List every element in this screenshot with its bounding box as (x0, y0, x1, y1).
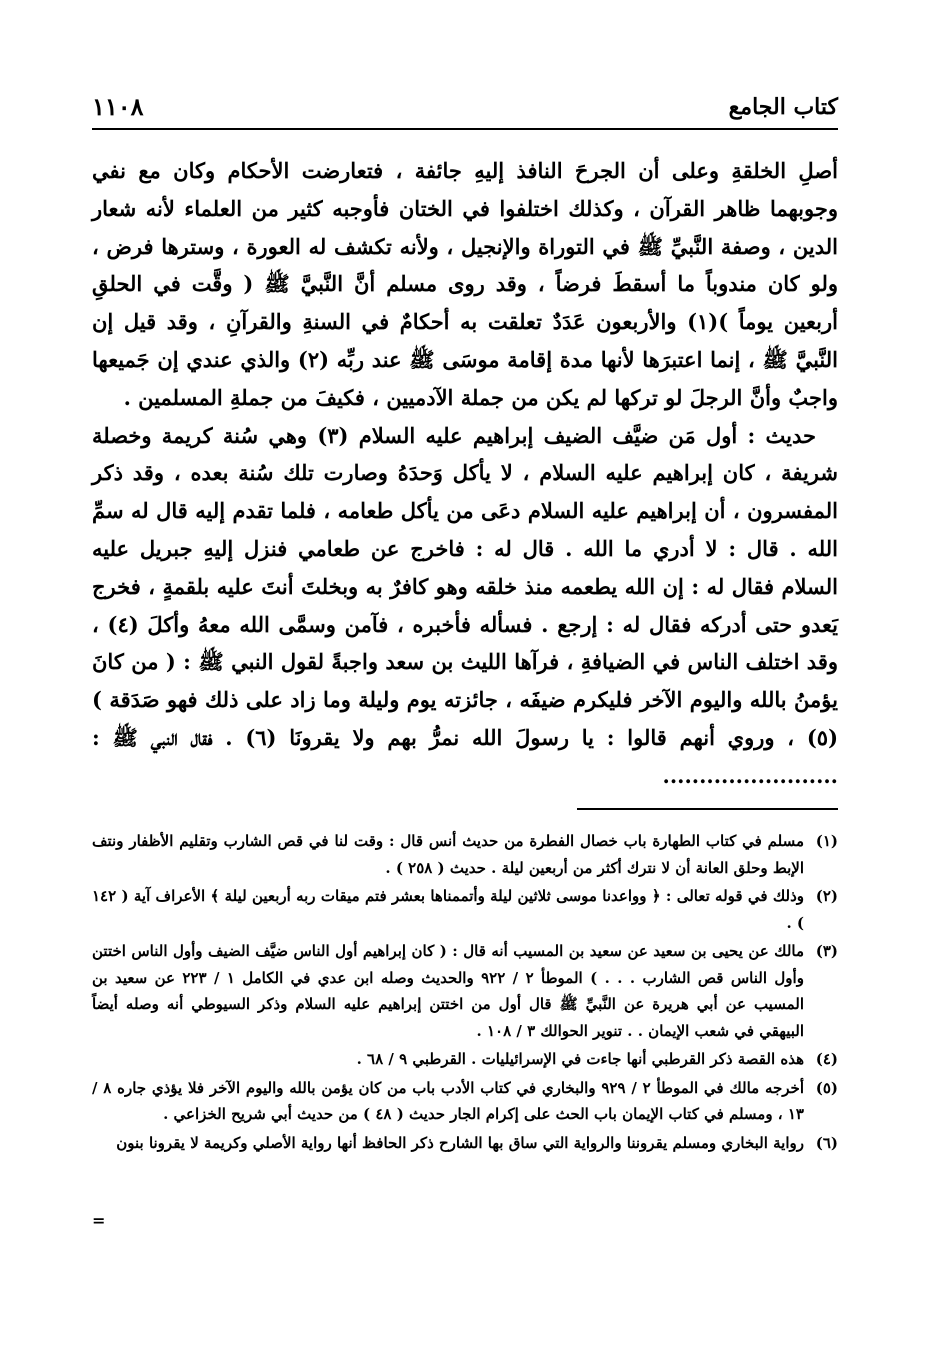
footnote-text: أخرجه مالك في الموطأ ٢ / ٩٢٩ والبخاري في كتاب الأدب باب من كان يؤمن بالله واليوم الآخر فلا يؤذي جاره ٨ / ١٣ ، ومسلم في كتاب الإيمان باب الحث على إكرام الجار حديث ( ٤٨ ) من حديث أبي شريح الخزاعي . (92, 1078, 804, 1123)
page-header (92, 92, 838, 130)
paragraph: حديث : أول مَن ضيَّف الضيف إبراهيم عليه السلام (٣) وهي سُنة كريمة وخصلة شريفة ، كان إبراهيم عليه السلام ، لا يأكل وَحدَهُ وصارت تلك سُنة بعده ، وقد ذكر المفسرون ، أن إبراهيم عليه السلام دعَى من يأكل طعامه ، فلما تقدم إليه قال له سمِّ الله . قال : لا أدري ما الله . قال له : فاخرج عن طعامي فنزل إليهِ جبريل عليه السلام فقال له : إن الله يطعمه منذ خلقه وهو كافرٌ به وبخلتَ أنتَ عليه بلقمةٍ ، فخرج يَعدو حتى أدركه فقال له : إرجع . فسأله فأخبره ، فآمن وسمَّى الله معهُ وأكلَ (٤) ، وقد اختلف الناس في الضيافةِ ، فرآها الليث بن سعد واجبةً لقول النبي ﷺ : ( من كانَ يؤمنُ بالله واليوم الآخر فليكرم ضيفَه ، جائزته يوم وليلة وما زاد على ذلك فهو صَدَقة ) (٥) ، وروي أنهم قالوا : يا رسولَ الله نمرُّ بهم ولا يقرونَا (٦) . فقال النبي ﷺ : ........................ (92, 422, 839, 788)
footnote-number: (٣) (815, 942, 838, 960)
footnote-text: رواية البخاري ومسلم يقروننا والرواية التي ساق بها الشارح ذكر الحافظ أنها رواية الأصلي وكريمة لا يقرونا بنون (116, 1133, 804, 1152)
footnote (92, 828, 838, 881)
footnote-number: (٥) (815, 1078, 838, 1097)
footnote-number: (٢) (815, 887, 838, 905)
footnote-text: وذلك في قوله تعالى : ﴿ وواعدنا موسى ثلاثين ليلة وأتممناها بعشر فتم ميقات ربه أربعين ليلة ﴾ الأعراف آية ( ١٤٢ ) . (92, 887, 804, 932)
footnotes (92, 828, 838, 1158)
footnote-separator (577, 808, 838, 810)
footnote (92, 883, 838, 936)
footnote-text: هذه القصة ذكر القرطبي أنها جاءت في الإسرائيليات . القرطبي ٩ / ٦٨ . (356, 1050, 804, 1068)
footnote-text: مسلم في كتاب الطهارة باب خصال الفطرة من حديث أنس قال : وقت لنا في قص الشارب وتقليم الأظفار ونتف الإبط وحلق العانة أن لا نترك أكثر من أربعين ليلة . حديث ( ٢٥٨ ) . (92, 832, 804, 877)
footnote-number: (٤) (815, 1050, 838, 1068)
running-title: كتاب الجامع (728, 94, 838, 120)
page-number: ١١٠٨ (92, 92, 144, 121)
continuation-mark: = (92, 1211, 106, 1230)
footnote (92, 1130, 838, 1157)
footnote-number: (٦) (815, 1133, 838, 1152)
footnote-number: (١) (815, 832, 838, 850)
footnote (92, 1075, 838, 1128)
footnote (92, 938, 838, 1044)
paragraph: أصلِ الخلقةِ وعلى أن الجرحَ النافذ إليهِ جائفة ، فتعارضت الأحكام وكان مع نفي وجوبهما ظاهر القرآن ، وكذلك اختلفوا في الختان فأوجبه كثير من العلماء لأنه شعار الدين ، وصفة النَّبيِّ ﷺ في التوراة والإنجيل ، ولأنه تكشف له العورة ، وسترها فرض ، ولو كان مندوباً ما أسقطَ فرضاً ، وقد روى مسلم أنَّ النَّبيَّ ﷺ ( وقَّت في الحلقِ أربعين يوماً )(١) والأربعون عَدَدٌ تعلقت به أحكامٌ في السنةِ والقرآنِ ، وقد قيل إن النَّبيَّ ﷺ ، إنما اعتبرَها لأنها مدة إقامة موسَى ﷺ عند ربِّه (٢) والذي عندي إن جَميعها واجبٌ وأنَّ الرجلَ لو تركها لم يكن من جملة الآدميين ، فكيفَ من جملةِ المسلمين . (92, 158, 838, 410)
footnote-text: مالك عن يحيى بن سعيد عن سعيد بن المسيب أنه قال : ( كان إبراهيم أول الناس ضيَّف الضيف وأول الناس اختتن وأول الناس قص الشارب . . . ) الموطأ ٢ / ٩٢٢ والحديث وصله ابن عدي في الكامل ١ / ٢٢٣ عن سعيد بن المسيب عن أبي هريرة عن النَّبيِّ ﷺ قال أول من اختتن إبراهيم عليه السلام وذكر السيوطي أنه وصله أيضاً البيهقي في شعب الإيمان . . تنوير الحوالك ٣ / ١٠٨ . (92, 942, 804, 1040)
footnote (92, 1046, 838, 1073)
main-text (92, 152, 838, 795)
